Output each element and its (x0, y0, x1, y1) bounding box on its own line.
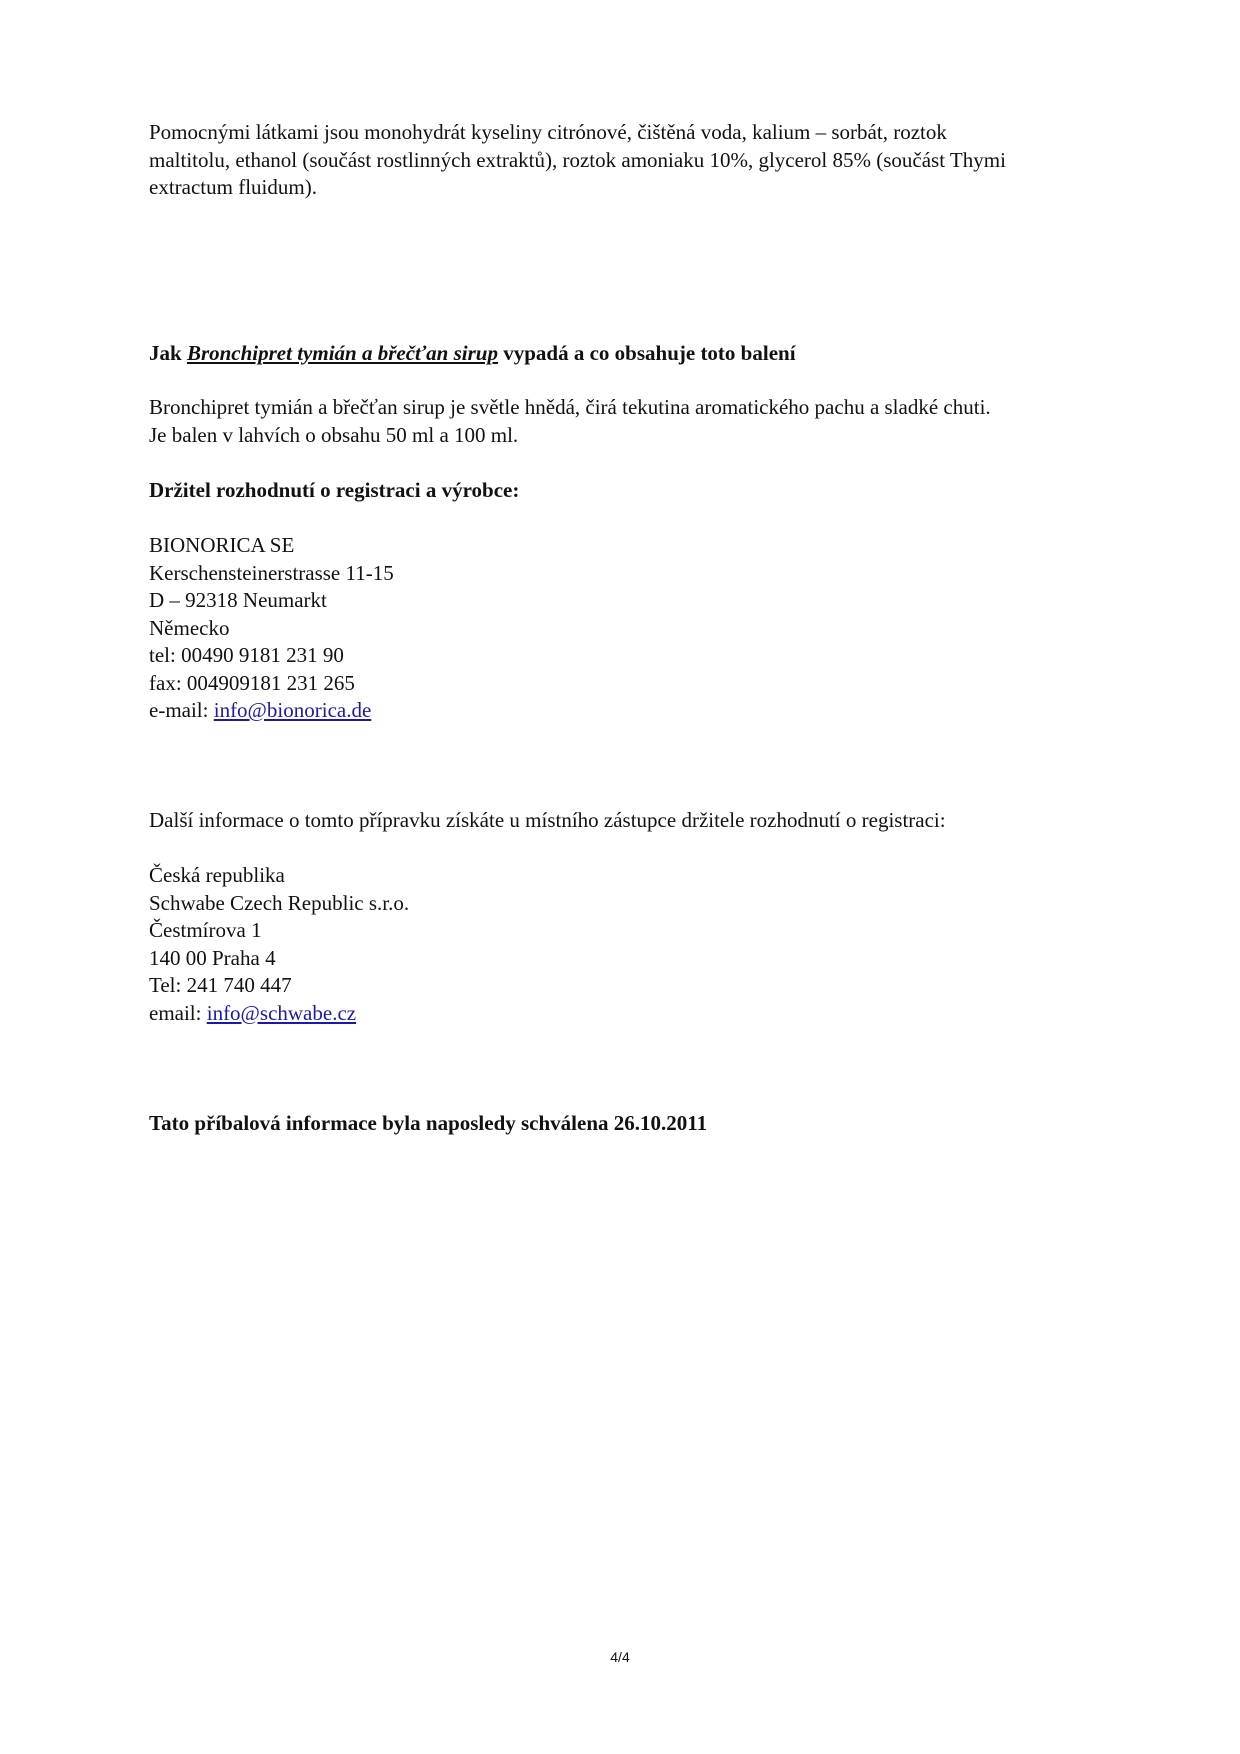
local-rep-intro: Další informace o tomto přípravku získáte u místního zástupce držitele rozhodnutí o registraci: (149, 808, 946, 832)
approval-date: Tato příbalová informace byla naposledy schválena 26.10.2011 (149, 1111, 708, 1135)
holder-email-link[interactable]: info@bionorica.de (213, 698, 372, 722)
appearance-heading (149, 340, 1109, 368)
excipients-line-2: maltitolu, ethanol (součást rostlinných extraktů), roztok amoniaku 10%, glycerol 85% (součást Thymi (149, 147, 1006, 172)
local-rep-country: Česká republika (149, 863, 285, 887)
excipients-paragraph (149, 119, 1109, 202)
appearance-line-2: Je balen v lahvích o obsahu 50 ml a 100 ml. (149, 422, 519, 447)
excipients-line-1: Pomocnými látkami jsou monohydrát kyseliny citrónové, čištěná voda, kalium – sorbát, roztok (149, 120, 947, 144)
local-rep-street: Čestmírova 1 (149, 918, 262, 942)
appearance-paragraph (149, 394, 1109, 449)
local-rep-city: 140 00 Praha 4 (149, 945, 276, 970)
holder-city: D – 92318 Neumarkt (149, 588, 327, 612)
product-name: Bronchipret tymián a břečťan sirup (186, 341, 498, 365)
holder-street: Kerschensteinerstrasse 11-15 (149, 560, 394, 585)
local-rep-email-link[interactable]: info@schwabe.cz (206, 1000, 357, 1025)
appearance-heading-suffix: vypadá a co obsahuje toto balení (497, 341, 796, 365)
holder-fax: fax: 004909181 231 265 (149, 670, 355, 695)
page-number: 4/4 (610, 1649, 630, 1665)
local-rep-address (149, 862, 1109, 1027)
appearance-heading-prefix: Jak (149, 341, 187, 365)
holder-company: BIONORICA SE (149, 533, 295, 557)
holder-country: Německo (149, 615, 230, 640)
holder-tel: tel: 00490 9181 231 90 (149, 643, 344, 667)
holder-address (149, 532, 1109, 725)
appearance-line-1: Bronchipret tymián a břečťan sirup je světle hnědá, čirá tekutina aromatického pachu a sladké chuti. (149, 395, 991, 419)
local-rep-company: Schwabe Czech Republic s.r.o. (149, 890, 410, 915)
local-rep-tel: Tel: 241 740 447 (149, 973, 292, 997)
excipients-line-3: extractum fluidum). (149, 175, 317, 199)
local-rep-email-label: email: (149, 1000, 207, 1025)
holder-email-label: e-mail: (149, 698, 214, 722)
holder-heading: Držitel rozhodnutí o registraci a výrobce: (149, 478, 520, 502)
